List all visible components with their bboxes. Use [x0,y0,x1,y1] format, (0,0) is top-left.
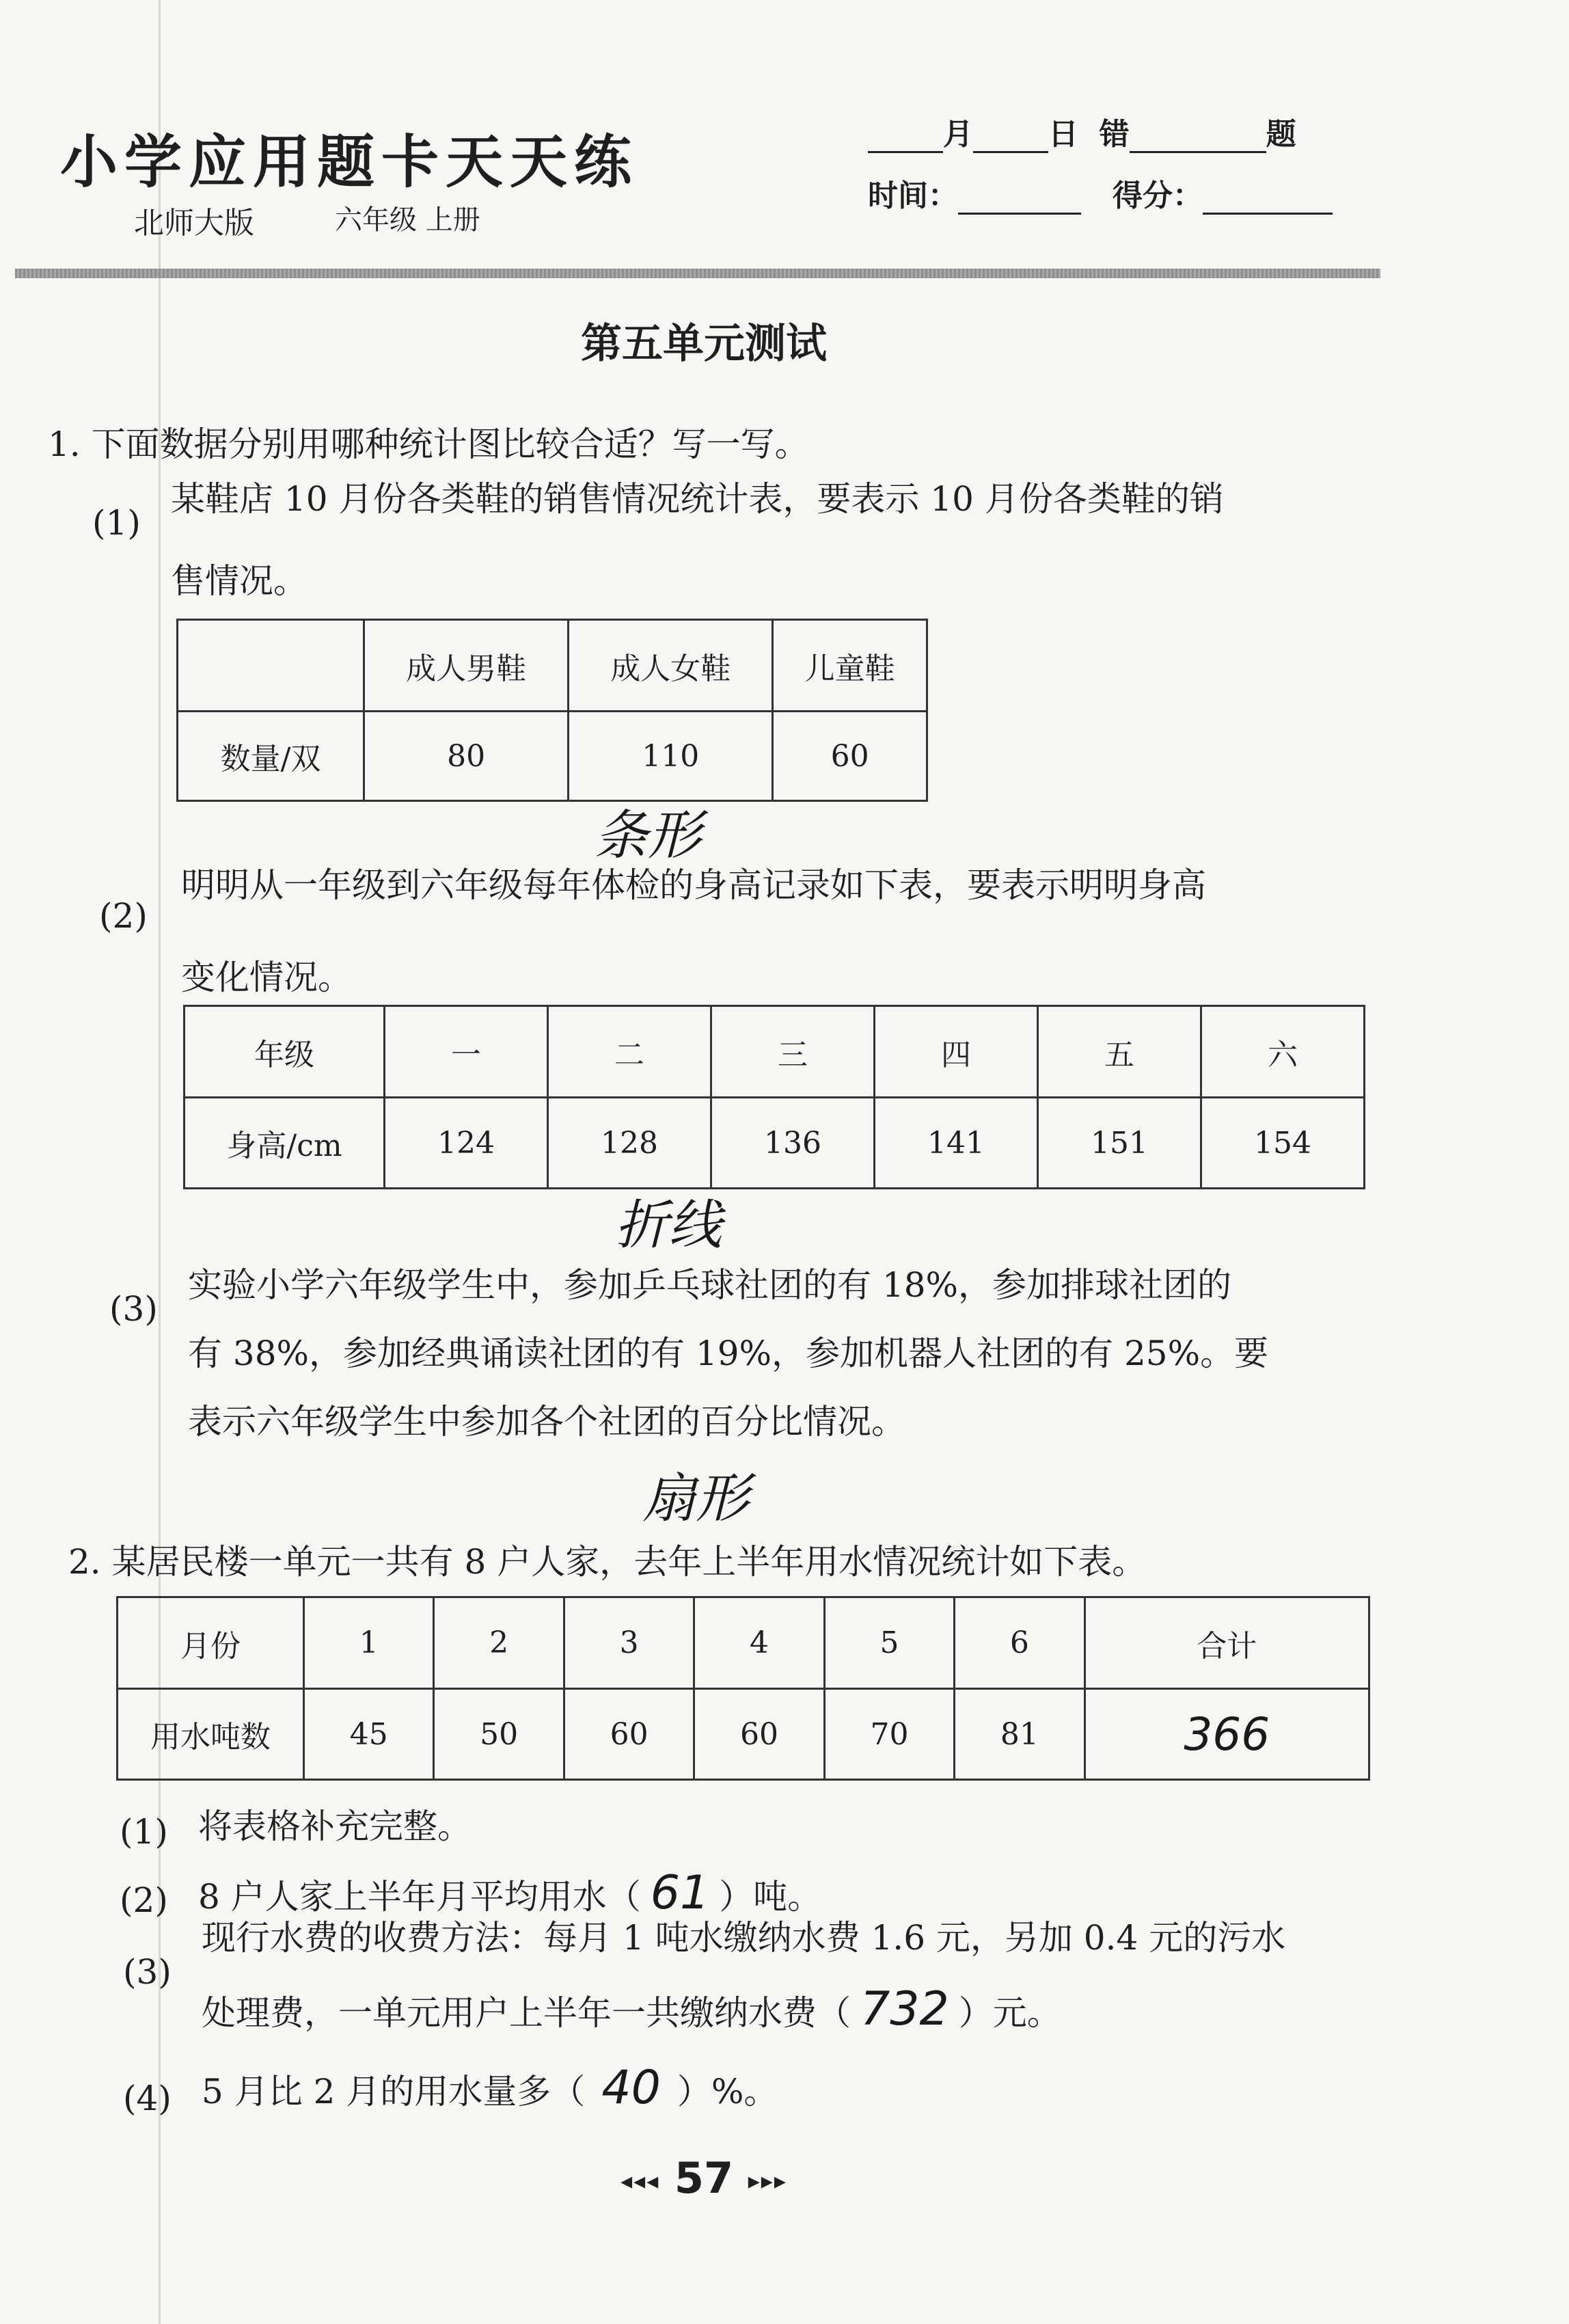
q2-s2-sentence [198,1866,822,1920]
q1-p3-line2: 有 38%，参加经典诵读社团的有 19%，参加机器人社团的有 25%。要 [188,1334,1269,1373]
wrong-count-blank [1130,121,1266,153]
q1-p3-number: (3) [109,1289,158,1329]
table-cell: 124 [385,1098,548,1189]
q2-s2-after: ）吨。 [719,1877,822,1917]
table-header-cell: 2 [434,1597,564,1689]
day-label: 日 [1048,117,1078,152]
q2-s3-number: (3) [123,1952,172,1992]
table-row-label: 身高/cm [185,1098,385,1189]
q2-stem: 2. 某居民楼一单元一共有 8 户人家，去年上半年用水情况统计如下表。 [68,1542,1147,1582]
table-header-cell: 五 [1038,1006,1201,1098]
table-header-cell: 二 [548,1006,711,1098]
table-row-label: 数量/双 [178,712,364,801]
score-label: 得分： [1112,178,1203,213]
edition-label: 北师大版 [134,206,254,241]
q1-p1-handwritten-answer: 条形 [595,805,702,867]
q1-p1-line1: 某鞋店 10 月份各类鞋的销售情况统计表，要表示 10 月份各类鞋的销 [171,479,1224,519]
page-number-value: 57 [674,2153,734,2203]
table-header-cell: 月份 [118,1597,304,1689]
header-divider [15,269,1380,278]
table-cell: 60 [564,1689,694,1780]
q2-s4-after: ）%。 [677,2072,778,2111]
table-cell: 50 [434,1689,564,1780]
table-header-cell: 一 [385,1006,548,1098]
left-arrows-icon: ◂◂◂ [620,2167,660,2195]
q1-stem: 1. 下面数据分别用哪种统计图比较合适？写一写。 [48,424,809,464]
q2-s3-handwritten-answer: 732 [860,1982,949,2036]
table-header-cell: 合计 [1084,1597,1369,1689]
table-header-cell: 成人男鞋 [364,620,569,712]
day-blank [973,121,1048,153]
q1-p3-line1: 实验小学六年级学生中，参加乒乓球社团的有 18%，参加排球社团的 [188,1265,1232,1305]
right-arrows-icon: ▸▸▸ [748,2167,787,2195]
q2-s4-handwritten-answer: 40 [601,2061,661,2115]
q2-s2-before: 8 户人家上半年月平均用水（ [198,1877,641,1917]
question-label: 题 [1266,117,1296,152]
table-header-cell: 成人女鞋 [569,620,773,712]
wrong-label: 错 [1099,117,1130,152]
table-header-cell [178,620,364,712]
table-header-cell: 儿童鞋 [773,620,927,712]
table-header-cell: 4 [694,1597,824,1689]
date-error-row [868,109,1296,153]
table-header-cell: 3 [564,1597,694,1689]
table-cell: 128 [548,1098,711,1189]
table-cell: 136 [711,1098,875,1189]
table-cell: 60 [694,1689,824,1780]
unit-title: 第五单元测试 [581,320,827,368]
table-cell: 80 [364,712,569,801]
table-header-cell: 5 [824,1597,954,1689]
q1-p1-number: (1) [92,503,141,543]
time-score-row [868,171,1333,215]
time-label: 时间： [868,178,958,213]
q1-p2-number: (2) [99,896,148,936]
q1-p3-line3: 表示六年级学生中参加各个社团的百分比情况。 [188,1402,905,1442]
page-number [0,2153,1408,2203]
q2-s3-sentence [202,1982,1061,2036]
q1-p1-line2: 售情况。 [171,561,308,601]
table-cell: 110 [569,712,773,801]
q2-s4-number: (4) [123,2079,172,2118]
q1-p2-line2: 变化情况。 [181,958,352,997]
time-blank [958,183,1081,215]
table-cell: 70 [824,1689,954,1780]
q2-s4-sentence [202,2061,778,2115]
q2-s1-number: (1) [120,1812,168,1852]
table-cell: 81 [955,1689,1084,1780]
table-header-cell: 1 [304,1597,434,1689]
table-cell: 45 [304,1689,434,1780]
table-cell: 151 [1038,1098,1201,1189]
total-handwritten-answer: 366 [1084,1689,1369,1780]
table-header-cell: 三 [711,1006,875,1098]
table-cell: 154 [1201,1098,1365,1189]
month-label: 月 [943,117,973,152]
q2-s3-line1: 现行水费的收费方法：每月 1 吨水缴纳水费 1.6 元，另加 0.4 元的污水 [202,1918,1286,1958]
table-header-cell: 6 [955,1597,1084,1689]
q1-p3-handwritten-answer: 扇形 [642,1468,750,1530]
table-cell: 141 [875,1098,1038,1189]
grade-label: 六年级 上册 [335,204,480,236]
height-record-table [183,1005,1365,1189]
score-blank [1203,183,1333,215]
month-blank [868,121,943,153]
shoe-sales-table [176,619,928,802]
water-usage-table [116,1596,1370,1781]
table-header-cell: 年级 [185,1006,385,1098]
book-title: 小学应用题卡天天练 [60,128,639,195]
q2-s3-after: ）元。 [958,1993,1061,2033]
table-cell: 60 [773,712,927,801]
q2-s3-before: 处理费，一单元用户上半年一共缴纳水费（ [202,1993,851,2033]
q2-s4-before: 5 月比 2 月的用水量多（ [202,2072,586,2111]
table-header-cell: 六 [1201,1006,1365,1098]
table-row-label: 用水吨数 [118,1689,304,1780]
q2-s2-number: (2) [120,1880,168,1920]
q1-p2-handwritten-answer: 折线 [615,1195,722,1256]
q1-p2-line1: 明明从一年级到六年级每年体检的身高记录如下表，要表示明明身高 [181,865,1206,905]
q2-s2-handwritten-answer: 61 [650,1866,710,1920]
q2-s1-text: 将表格补充完整。 [198,1807,472,1846]
table-header-cell: 四 [875,1006,1038,1098]
